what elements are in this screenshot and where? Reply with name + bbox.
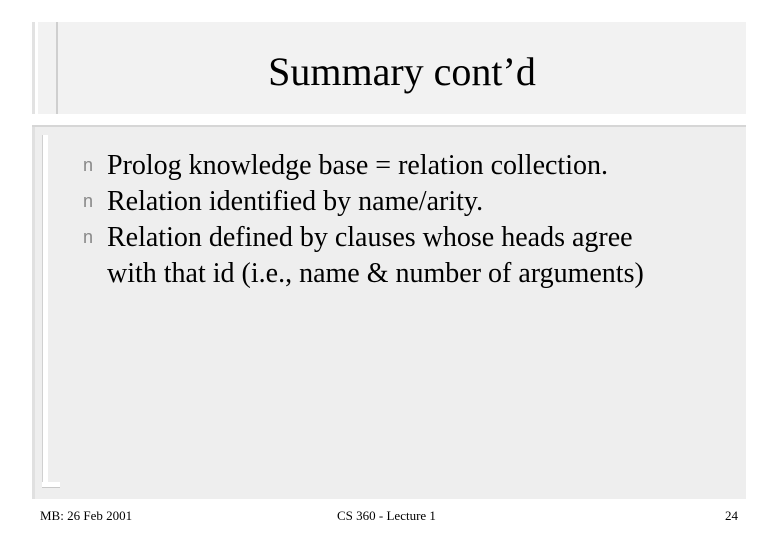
body-frame-horizontal (42, 482, 60, 488)
bullet-marker-icon: n (83, 227, 94, 247)
footer-course: CS 360 - Lecture 1 (337, 508, 436, 523)
bullet-marker-icon: n (83, 155, 94, 175)
bullet-text: Relation defined by clauses whose heads agree (107, 222, 633, 253)
bullet-marker-icon: n (83, 191, 94, 211)
footer-page-number: 24 (725, 508, 738, 523)
bullet-item (50, 148, 740, 184)
panel-edge-highlight (35, 22, 38, 114)
bullet-item (50, 184, 740, 220)
title-panel (32, 22, 746, 114)
footer-author-date: MB: 26 Feb 2001 (40, 508, 133, 523)
bullet-item (50, 220, 740, 292)
bullet-text-continuation: with that id (i.e., name & number of arguments) (107, 258, 644, 289)
panel-edge (32, 127, 35, 499)
bullet-list (50, 148, 740, 292)
slide-title: Summary cont’d (268, 49, 536, 94)
bullet-text: Relation identified by name/arity. (107, 186, 484, 217)
bullet-text: Prolog knowledge base = relation collection. (107, 150, 608, 181)
body-frame-vertical (42, 135, 48, 487)
